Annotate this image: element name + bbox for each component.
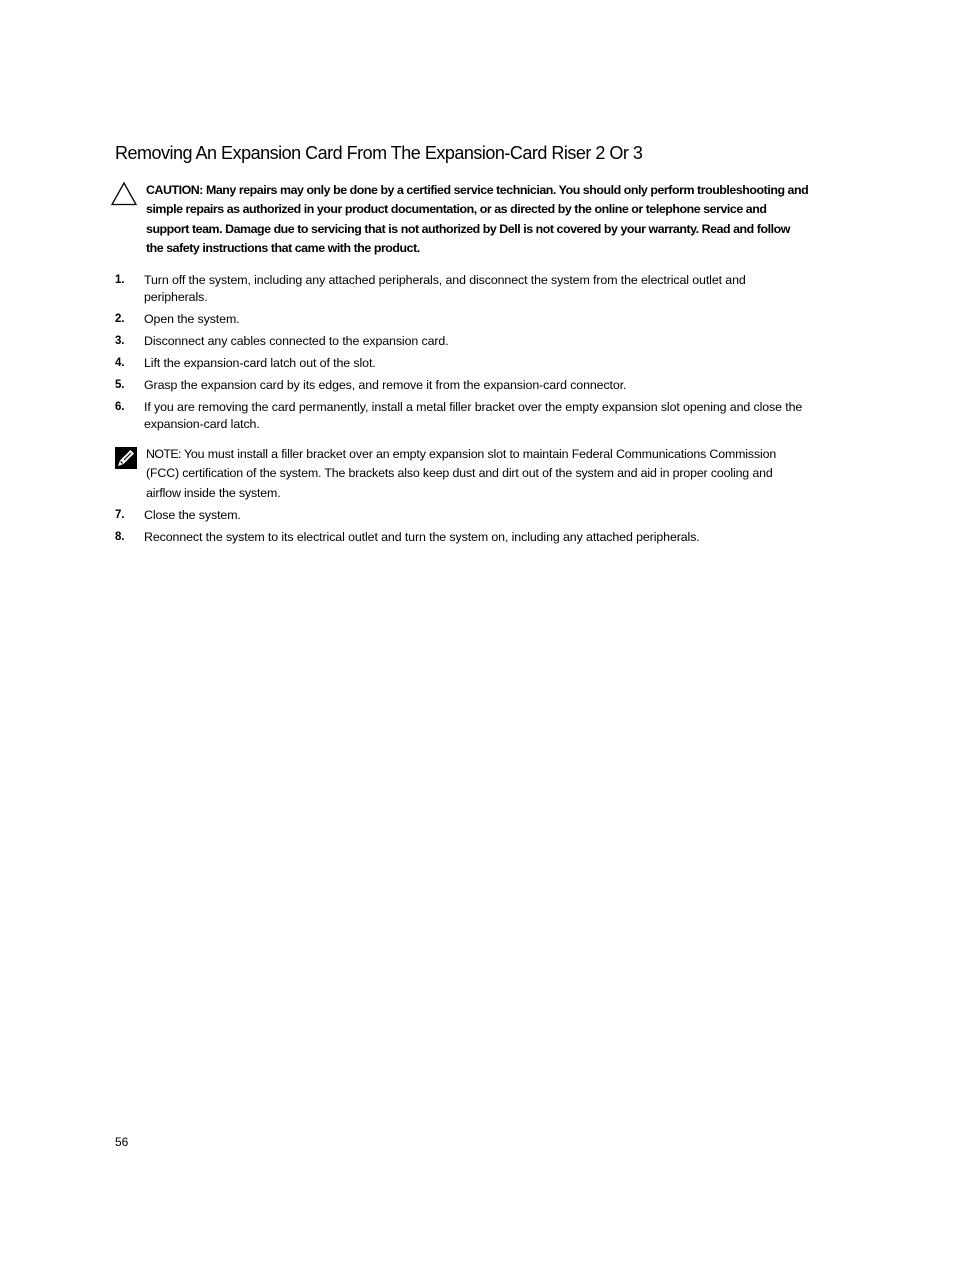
step-number: 3.: [115, 335, 125, 348]
step-number: 6.: [115, 401, 125, 414]
page-number: 56: [115, 1135, 129, 1149]
step-text: If you are removing the card permanently, install a metal filler bracket over the empty expansion slot opening and close the expansion-card latch.: [144, 400, 803, 432]
note-text: [146, 445, 796, 503]
note-label: NOTE:: [146, 447, 181, 461]
step-number: 1.: [115, 274, 125, 286]
list-item: [115, 272, 805, 306]
step-text: Open the system.: [144, 312, 240, 327]
list-item: [115, 311, 805, 328]
step-text: Grasp the expansion card by its edges, and remove it from the expansion-card connector.: [144, 378, 627, 393]
list-item: [115, 355, 805, 372]
note-body: You must install a filler bracket over an empty expansion slot to maintain Federal Communications Commission (FCC) certification of the system. The brackets also keep dust and dirt out of the system and aid in proper cooling and airflow inside the system.: [146, 447, 777, 500]
step-text: Close the system.: [144, 508, 241, 522]
step-text: Disconnect any cables connected to the expansion card.: [144, 334, 449, 349]
caution-text: CAUTION: Many repairs may only be done by a certified service technician. You should only perform troubleshooting and simple repairs as authorized in your product documentation, or as directed by the online or telephone service and support team. Damage due to servicing that is not authorized by Dell is not covered by your warranty. Read and follow the safety instructions that came with the product.: [146, 183, 809, 255]
list-item: [115, 399, 805, 433]
step-text: Lift the expansion-card latch out of the slot.: [144, 356, 376, 371]
list-item: [115, 377, 805, 394]
procedure-steps: [115, 272, 805, 438]
step-number: 2.: [115, 313, 125, 326]
page-title: Removing An Expansion Card From The Expansion-Card Riser 2 Or 3: [115, 143, 643, 163]
note-pencil-icon: [115, 447, 137, 469]
list-item: [115, 333, 805, 350]
step-number: 5.: [115, 379, 125, 392]
step-number: 8.: [115, 531, 125, 543]
list-item: [115, 529, 805, 546]
list-item: [115, 507, 805, 524]
step-number: 7.: [115, 509, 125, 521]
step-number: 4.: [115, 357, 125, 370]
step-text: Turn off the system, including any attached peripherals, and disconnect the system from the electrical outlet and peripherals.: [144, 273, 746, 305]
step-text: Reconnect the system to its electrical outlet and turn the system on, including any attached peripherals.: [144, 530, 700, 544]
caution-triangle-icon: [110, 181, 138, 207]
procedure-steps-continued: [115, 507, 805, 551]
